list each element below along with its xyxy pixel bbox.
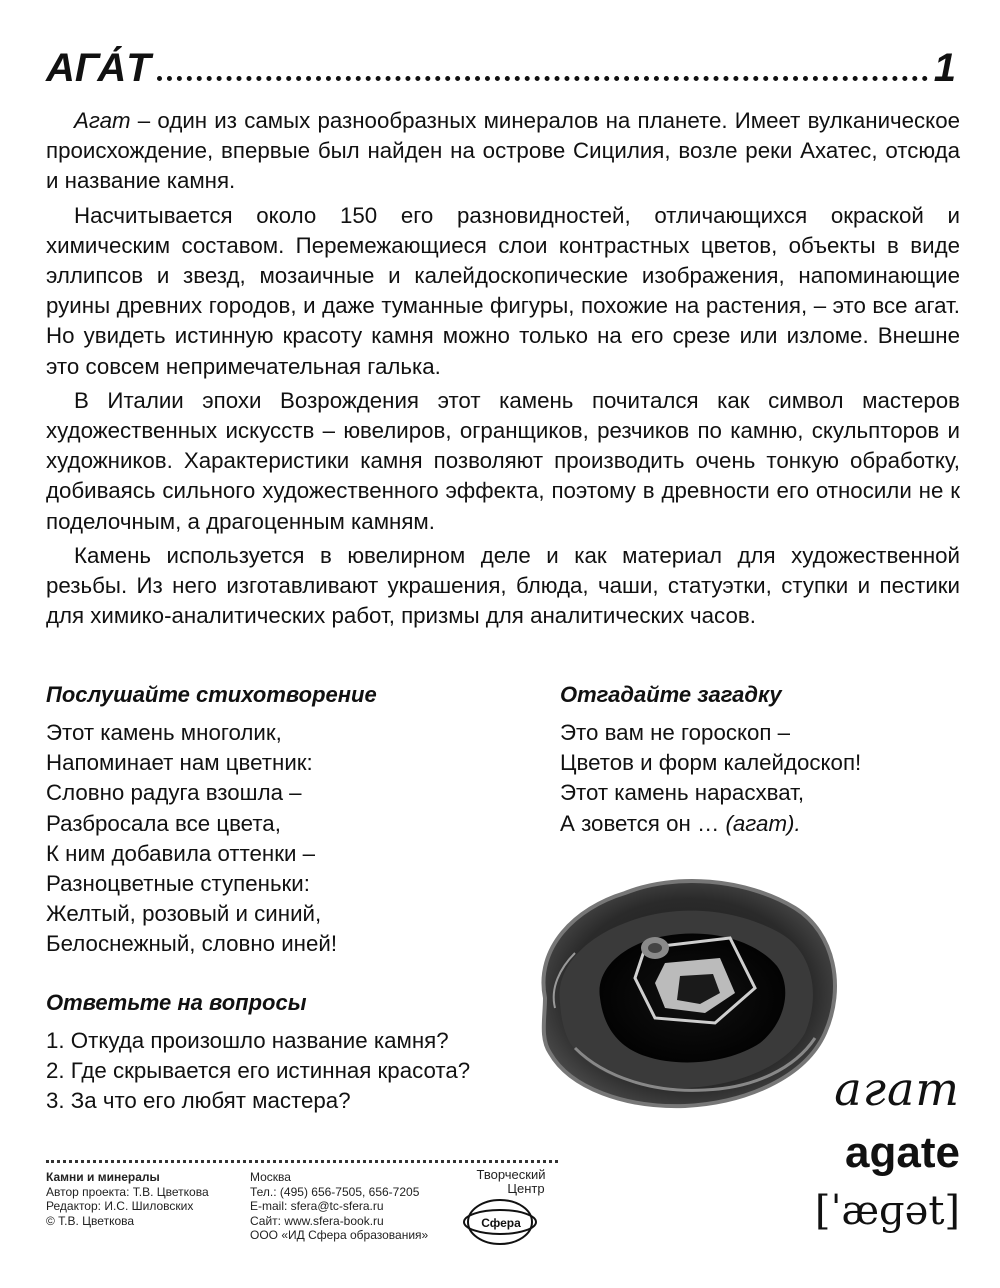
- riddle-line: Цветов и форм калейдоскоп!: [560, 750, 862, 776]
- footer-city: Москва: [250, 1170, 291, 1184]
- footer-phone: Тел.: (495) 656-7505, 656-7205: [250, 1184, 420, 1199]
- footer-divider: [46, 1160, 558, 1163]
- questions-list: [46, 1026, 566, 1117]
- page-header: [46, 46, 956, 96]
- riddle-lines: [560, 718, 960, 839]
- riddle-line: Этот камень нарасхват,: [560, 780, 805, 806]
- poem-lines: [46, 718, 546, 960]
- sphere-logo-icon: [460, 1196, 562, 1248]
- question-item: 2. Где скрывается его истинная красота?: [46, 1058, 471, 1084]
- footer-email: E-mail: sfera@tc-sfera.ru: [250, 1199, 384, 1213]
- title-dot-leader: [157, 46, 928, 81]
- poem-line: Разноцветные ступеньки:: [46, 871, 310, 897]
- paragraph-1-text: – один из самых разнообразных минералов на планете. Имеет вулканическое происхождение, впервые был найден на острове Сицилия, возле реки Ахатес, отсюда и название камня.: [46, 108, 960, 194]
- paragraph-2: Насчитывается около 150 его разновидностей, отличающихся окраской и химическим составом. Перемежающиеся слои контрастных цветов, объекты в виде эллипсов и звезд, мозаичные и калейдоскопические изображения, напоминающие руины древних городов, и даже туманные фигуры, похожие на растения, – это все агат. Но увидеть истинную красоту камня можно только на его срезе или изломе. Внешне это совсем непримечательная галька.: [46, 202, 960, 379]
- riddle-section: [560, 680, 960, 839]
- riddle-last-line: А зовется он …: [560, 810, 726, 836]
- questions-section: [46, 988, 566, 1117]
- riddle-heading: Отгадайте загадку: [560, 682, 782, 707]
- poem-line: Белоснежный, словно иней!: [46, 931, 338, 957]
- footer-site: Сайт: www.sfera-book.ru: [250, 1213, 384, 1228]
- poem-line: Словно радуга взошла –: [46, 780, 302, 806]
- poem-line: К ним добавила оттенки –: [46, 840, 316, 866]
- riddle-line: Это вам не гороскоп –: [560, 720, 791, 745]
- transcription: [ˈæɡət]: [814, 1188, 960, 1234]
- paragraph-1: [46, 106, 960, 197]
- footer-copyright: © Т.В. Цветкова: [46, 1213, 135, 1228]
- paragraph-3: В Италии эпохи Возрождения этот камень почитался как символ мастеров художественных искусств – ювелиров, огранщиков, резчиков по камню, скульпторов и художников. Характеристики камня позволяют производить очень тонкую обработку, добиваясь сильного художественного эффекта, поэтому в древности его относили не к поделочным, а драгоценным камням.: [46, 387, 960, 534]
- poem-section: [46, 680, 546, 960]
- questions-heading: Ответьте на вопросы: [46, 990, 307, 1015]
- publisher-logo: [460, 1168, 562, 1248]
- footer-credits: [46, 1170, 246, 1228]
- poem-line: Разбросала все цвета,: [46, 810, 281, 836]
- question-item: 1. Откуда произошло название камня?: [46, 1028, 449, 1053]
- poem-line: Напоминает нам цветник:: [46, 750, 313, 776]
- question-item: 3. За что его любят мастера?: [46, 1088, 351, 1114]
- footer-editor: Редактор: И.С. Шиловских: [46, 1199, 194, 1213]
- logo-line-2: Центр: [507, 1181, 545, 1196]
- page-title: АГА́Т: [46, 46, 151, 90]
- logo-mark-text: Сфера: [481, 1216, 521, 1230]
- poem-line: Желтый, розовый и синий,: [46, 901, 322, 927]
- logo-line-1: Творческий: [476, 1167, 546, 1182]
- footer-author: Автор проекта: Т.В. Цветкова: [46, 1184, 209, 1199]
- paragraph-4: Камень используется в ювелирном деле и как материал для художественной резьбы. Из него изготавливают украшения, блюда, чаши, статуэтки, ступки и пестики для химико-аналитических работ, призмы для аналитических часов.: [46, 542, 960, 629]
- english-word: agate: [845, 1128, 960, 1177]
- cursive-word: агат: [834, 1062, 960, 1116]
- agate-stone-image: [515, 848, 855, 1118]
- riddle-answer: (агат).: [725, 810, 801, 836]
- term-agate: Агат: [74, 108, 131, 133]
- footer-series: Камни и минералы: [46, 1170, 160, 1184]
- riddle-line: [560, 809, 960, 839]
- article-body: [46, 106, 960, 635]
- page-number: 1: [933, 46, 956, 90]
- poem-heading: Послушайте стихотворение: [46, 682, 377, 707]
- poem-line: Этот камень многолик,: [46, 720, 282, 745]
- footer-publisher: ООО «ИД Сфера образования»: [250, 1228, 429, 1242]
- footer-contacts: [250, 1170, 465, 1243]
